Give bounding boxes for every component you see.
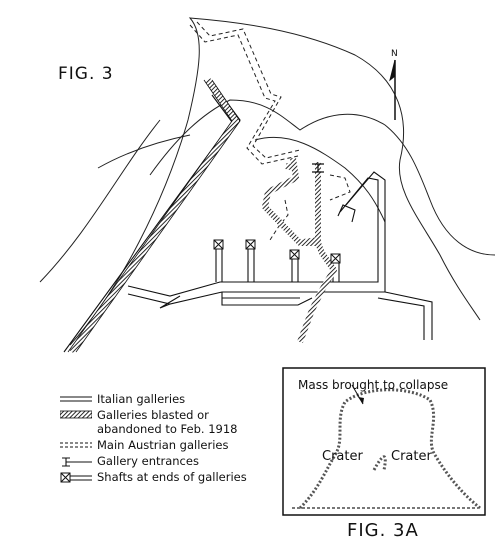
contour-line — [70, 18, 480, 345]
italian-gallery — [128, 172, 385, 304]
legend — [60, 392, 270, 486]
inset-title: FIG. 3A — [347, 520, 419, 541]
crater-right-label: Crater — [391, 449, 432, 464]
north-label: N — [391, 49, 398, 59]
legend-label: Shafts at ends of galleries — [97, 470, 247, 484]
contour-line — [98, 135, 190, 168]
crater-left-label: Crater — [322, 449, 363, 464]
blasted-galleries — [72, 80, 334, 352]
italian-gallery — [378, 298, 424, 340]
dashed-line-icon — [60, 440, 92, 450]
figure-title: FIG. 3 — [58, 64, 114, 84]
shaft-icon — [60, 472, 92, 484]
legend-label: Italian galleries — [97, 392, 186, 406]
italian-gallery — [338, 205, 355, 222]
legend-label: Main Austrian galleries — [97, 438, 229, 452]
italian-gallery — [128, 178, 378, 296]
legend-item-blasted — [60, 408, 270, 436]
shaft-marker — [214, 240, 223, 249]
italian-line-icon — [60, 394, 92, 404]
mass-collapse-label: Mass brought to collapse — [298, 378, 449, 392]
entrance-marker — [312, 164, 324, 172]
legend-label: Galleries blasted or abandoned to Feb. 1918 — [97, 408, 238, 436]
legend-label: Gallery entrances — [97, 454, 199, 468]
legend-item-entrance — [60, 454, 270, 468]
shaft-marker — [290, 250, 299, 259]
legend-item-italian — [60, 392, 270, 406]
hatched-line-icon — [60, 410, 92, 420]
blasted-gallery — [304, 162, 318, 242]
blasted-gallery — [286, 166, 296, 168]
gallery-entrances — [312, 164, 324, 172]
italian-gallery — [385, 292, 432, 340]
shaft-marker — [331, 254, 340, 263]
shaft-marker — [246, 240, 255, 249]
legend-item-shaft — [60, 470, 270, 484]
austrian-gallery — [190, 25, 298, 164]
entrance-icon — [60, 456, 92, 468]
legend-item-austrian — [60, 438, 270, 452]
italian-galleries — [64, 93, 432, 352]
contour-line — [150, 100, 495, 255]
austrian-galleries — [190, 22, 350, 240]
austrian-gallery — [330, 175, 350, 200]
